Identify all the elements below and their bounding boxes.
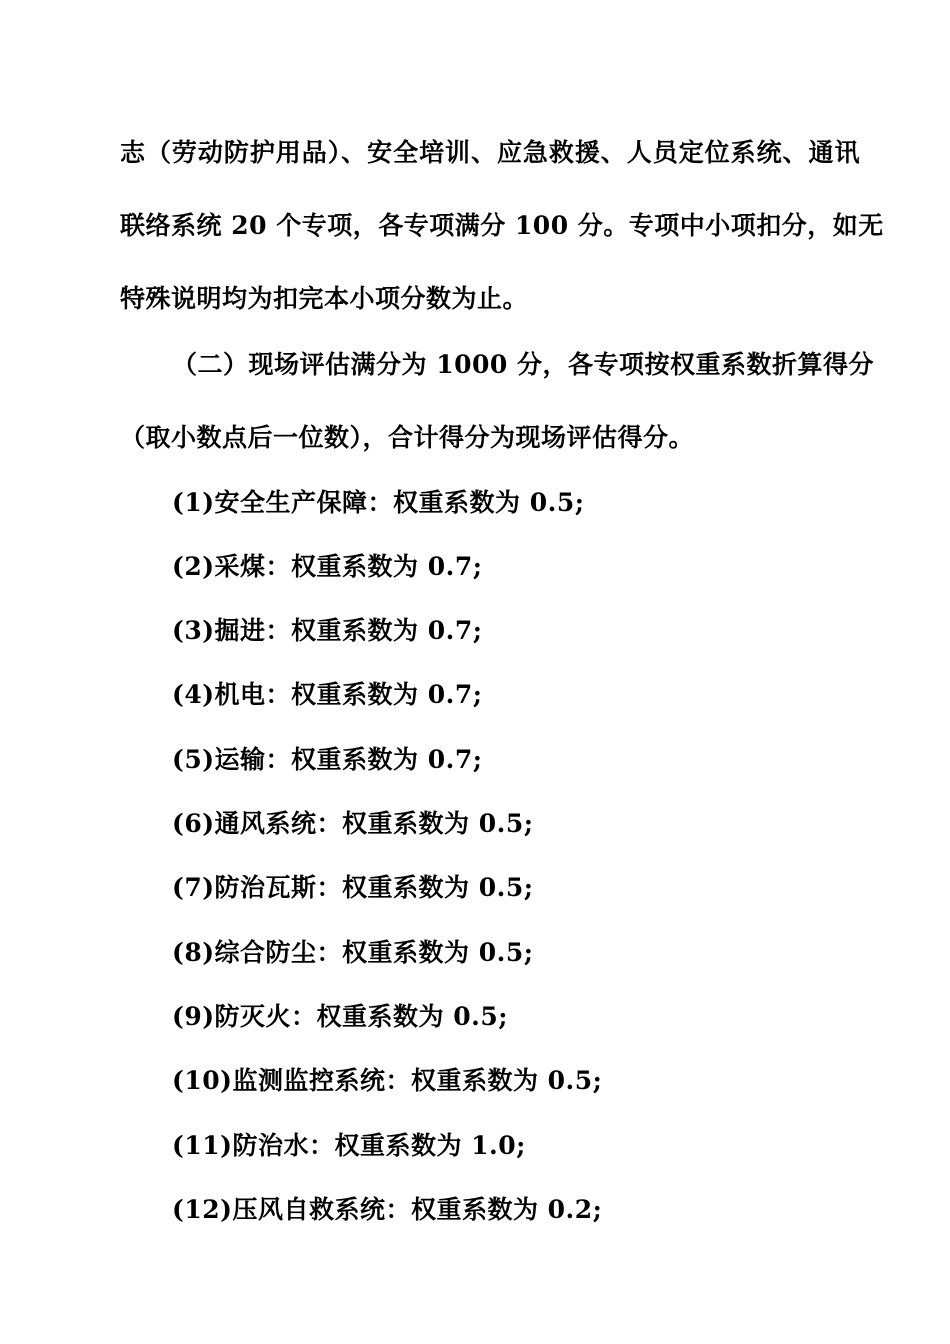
paragraph1-line-3: 特殊说明均为扣完本小项分数为止。 <box>120 284 529 313</box>
paragraph1-line-2: 联络系统 20 个专项，各专项满分 100 分。专项中小项扣分，如无 <box>120 211 884 240</box>
weight-item: (4)机电：权重系数为 0.7; <box>172 680 483 709</box>
paragraph1-line-1: 志（劳动防护用品）、安全培训、应急救援、人员定位系统、通讯 <box>120 138 860 167</box>
weight-item: (11)防治水：权重系数为 1.0; <box>172 1131 526 1160</box>
weight-item: (7)防治瓦斯：权重系数为 0.5; <box>172 873 534 902</box>
weight-item: (1)安全生产保障：权重系数为 0.5; <box>172 488 585 517</box>
weight-item: (6)通风系统：权重系数为 0.5; <box>172 809 534 838</box>
weight-item: (8)综合防尘：权重系数为 0.5; <box>172 938 534 967</box>
weight-item: (5)运输：权重系数为 0.7; <box>172 745 483 774</box>
weight-item: (12)压风自救系统：权重系数为 0.2; <box>172 1195 603 1224</box>
paragraph2-line-1: （二）现场评估满分为 1000 分，各专项按权重系数折算得分 <box>172 350 874 379</box>
paragraph2-line-2: （取小数点后一位数），合计得分为现场评估得分。 <box>120 423 695 452</box>
weight-item: (9)防灭火：权重系数为 0.5; <box>172 1002 508 1031</box>
weight-item: (2)采煤：权重系数为 0.7; <box>172 552 483 581</box>
weight-item: (3)掘进：权重系数为 0.7; <box>172 616 483 645</box>
weight-item: (10)监测监控系统：权重系数为 0.5; <box>172 1066 603 1095</box>
